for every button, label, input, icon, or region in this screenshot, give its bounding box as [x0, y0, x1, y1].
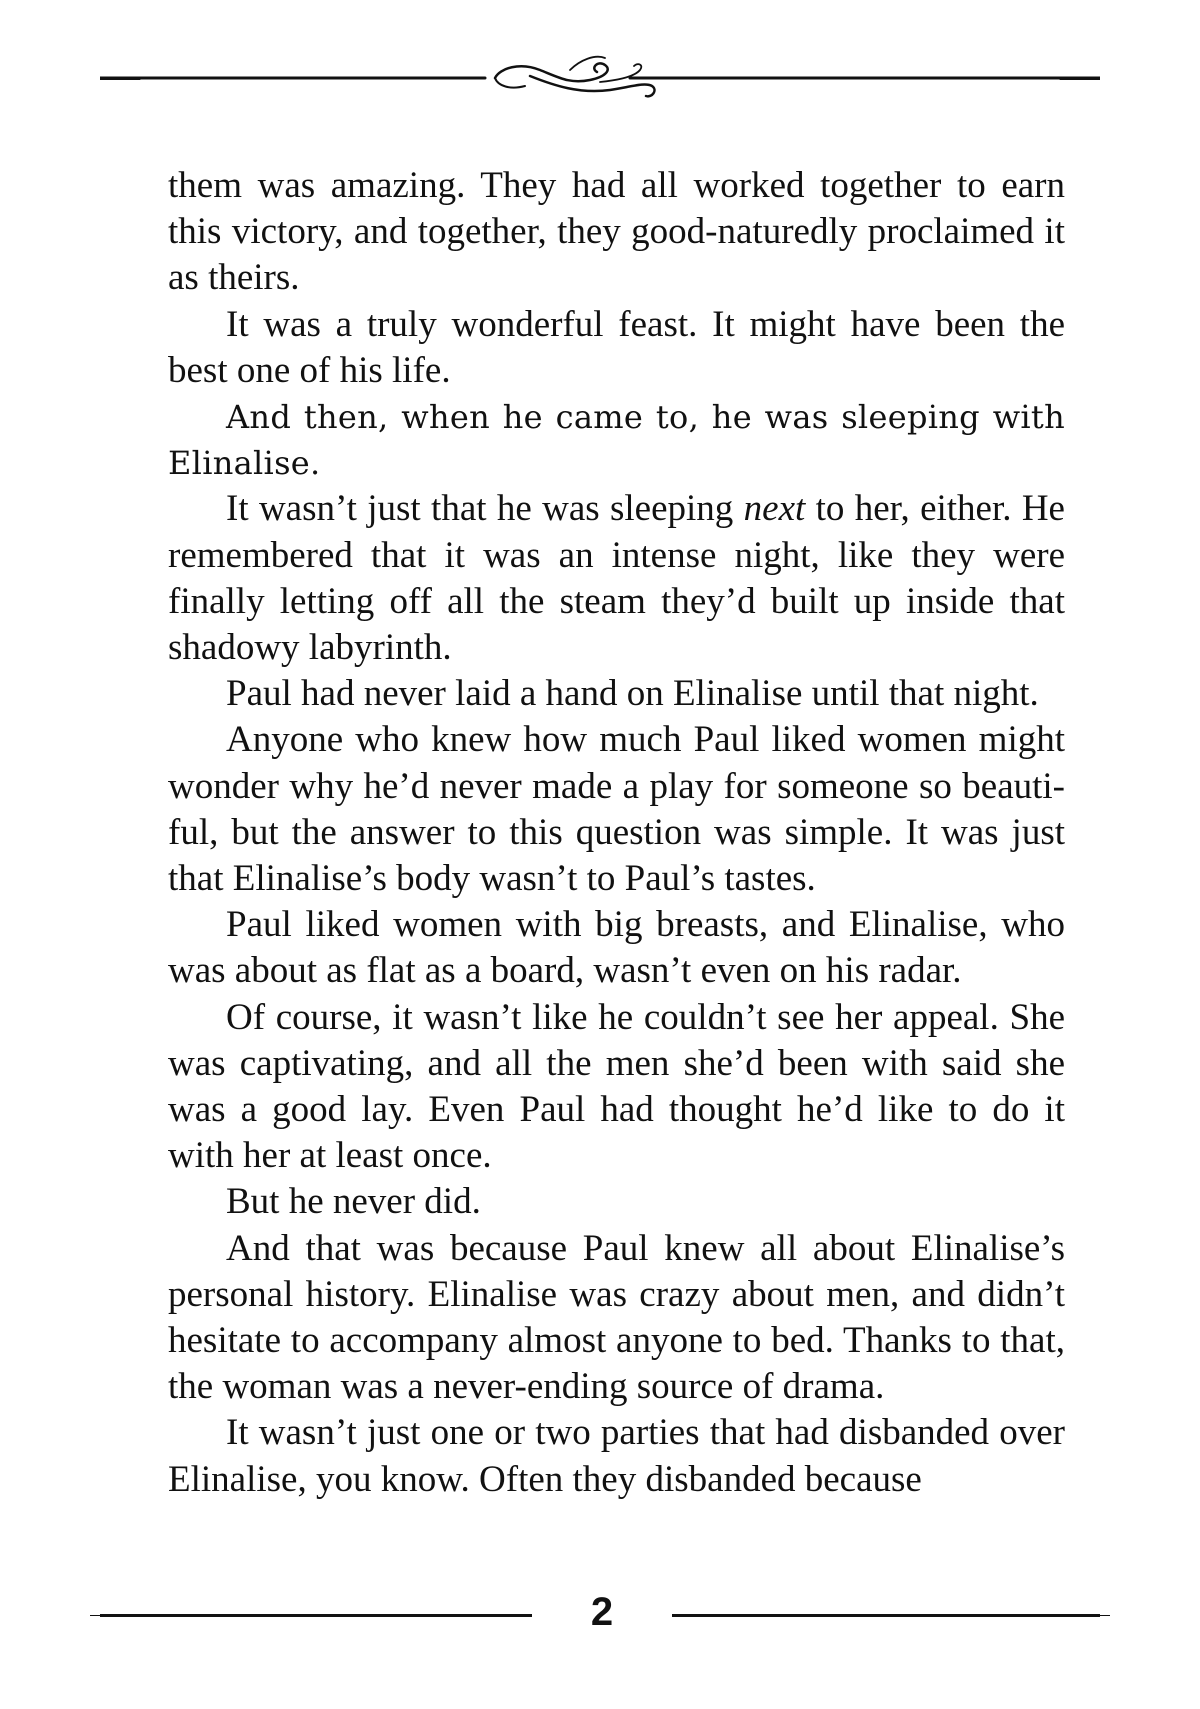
paragraph-text: It wasn’t just that he was sleeping [226, 488, 744, 530]
paragraph: And that was because Paul knew all about Elinalise’s personal history. Elinalise was crazy about men, and didn’t hesitate to accompany almost anyone to bed. Thanks to that, the woman was a never-ending source of drama. [168, 1227, 1065, 1408]
body-text [168, 163, 1065, 1503]
header-flourish-ornament [100, 40, 1100, 120]
page-number: 2 [590, 1590, 614, 1634]
paragraph: But he never did. [226, 1181, 481, 1223]
paragraph: And then, when he came to, he was sleeping with Elinalise. [168, 398, 1065, 483]
paragraph: It was a truly wonderful feast. It might have been the best one of his life. [168, 303, 1065, 391]
paragraph [168, 486, 1065, 671]
paragraph-text: to her, either. He remembered that it was an intense night, like they were finally letting off all the steam they’d built up inside that shadowy labyrinth. [168, 488, 1065, 669]
footer-rule-right [672, 1614, 1100, 1617]
emphasis-text: next [743, 488, 806, 530]
paragraph: Of course, it wasn’t like he couldn’t see her appeal. She was captivating, and all the men she’d been with said she was a good lay. Even Paul had thought he’d like to do it with her at least once. [168, 996, 1065, 1177]
paragraph: Paul liked women with big breasts, and Elinalise, who was about as flat as a board, wasn’t even on his radar. [168, 904, 1065, 992]
paragraph: It wasn’t just one or two parties that had disbanded over Elinalise, you know. Often they disbanded because [168, 1412, 1065, 1500]
page-footer [100, 1580, 1100, 1640]
paragraph: Anyone who knew how much Paul liked women might wonder why he’d never made a play for someone so beauti-ful, but the answer to this question was simple. It was just that Elinalise’s body wasn’t to Paul’s tastes. [168, 719, 1065, 900]
footer-rule-left [100, 1614, 532, 1617]
paragraph: them was amazing. They had all worked together to earn this victory, and together, they good-naturedly proclaimed it as theirs. [168, 165, 1065, 299]
flourish-icon [100, 57, 1100, 97]
paragraph: Paul had never laid a hand on Elinalise until that night. [226, 673, 1039, 715]
